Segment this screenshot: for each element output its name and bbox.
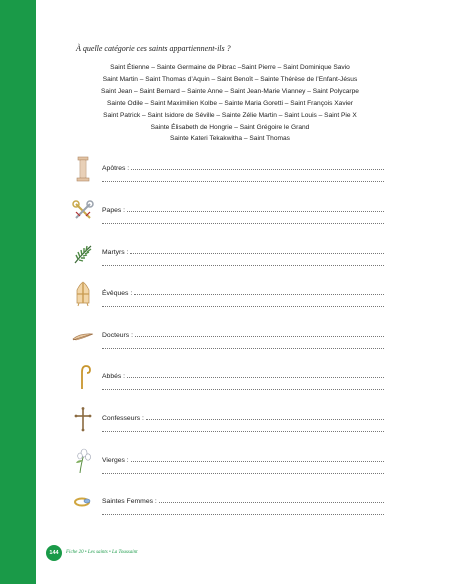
- lily-icon: [72, 448, 94, 474]
- answer-line[interactable]: [102, 514, 384, 515]
- answer-line[interactable]: [102, 473, 384, 474]
- footer-caption: Fiche 20 • Les saints • La Toussaint: [66, 550, 138, 555]
- answer-line[interactable]: [102, 181, 384, 182]
- answer-line[interactable]: [102, 431, 384, 432]
- category-saintes-femmes: [72, 491, 384, 521]
- answer-line[interactable]: [102, 265, 384, 266]
- saints-line: Saint Patrick – Saint Isidore de Séville – Sainte Zélie Martin – Saint Louis – Saint Pie X: [103, 111, 357, 119]
- saints-line: Sainte Élisabeth de Hongrie – Saint Grégoire le Grand: [150, 123, 310, 131]
- page-number-badge: 144: [46, 545, 62, 561]
- category-confesseurs: [72, 408, 384, 438]
- question-heading: À quelle catégorie ces saints appartiennent-ils ?: [76, 44, 231, 53]
- category-label: Vierges :: [102, 457, 129, 464]
- category-vierges: [72, 450, 384, 480]
- answer-line[interactable]: [146, 419, 384, 420]
- answer-line[interactable]: [102, 348, 384, 349]
- saints-list: [70, 62, 390, 145]
- answer-line[interactable]: [127, 377, 384, 378]
- category-docteurs: [72, 325, 384, 355]
- answer-line[interactable]: [102, 223, 384, 224]
- category-label: Abbés :: [102, 373, 126, 380]
- answer-line[interactable]: [159, 502, 384, 503]
- side-accent-bar: [0, 0, 36, 584]
- saints-line: Sainte Kateri Tekakwitha – Saint Thomas: [170, 135, 290, 143]
- saints-line: Saint Jean – Saint Bernard – Sainte Anne – Saint Jean-Marie Vianney – Saint Polycarpe: [101, 87, 359, 95]
- quill-icon: [72, 323, 94, 349]
- answer-line[interactable]: [131, 461, 384, 462]
- crossed-keys-icon: [72, 198, 94, 224]
- category-label: Saintes Femmes :: [102, 498, 157, 505]
- crosier-icon: [72, 364, 94, 390]
- answer-line[interactable]: [127, 211, 384, 212]
- category-eveques: [72, 283, 384, 313]
- answer-line[interactable]: [102, 306, 384, 307]
- mitre-icon: [72, 281, 94, 307]
- category-apotres: [72, 158, 384, 188]
- ring-icon: [72, 489, 94, 515]
- cross-icon: [72, 406, 94, 432]
- category-label: Confesseurs :: [102, 415, 144, 422]
- category-label: Évêques :: [102, 290, 133, 297]
- answer-line[interactable]: [102, 389, 384, 390]
- category-label: Docteurs :: [102, 332, 133, 339]
- answer-line[interactable]: [135, 336, 384, 337]
- category-abbes: [72, 366, 384, 396]
- saints-line: Saint Étienne – Sainte Germaine de Pibrac –Saint Pierre – Saint Dominique Savio: [110, 64, 350, 71]
- palm-icon: [72, 240, 94, 266]
- answer-line[interactable]: [134, 294, 384, 295]
- category-label: Apôtres :: [102, 165, 130, 172]
- category-martyrs: [72, 242, 384, 272]
- column-icon: [72, 156, 94, 182]
- category-papes: [72, 200, 384, 230]
- answer-line[interactable]: [130, 253, 384, 254]
- category-label: Papes :: [102, 207, 126, 214]
- saints-line: Saint Martin – Saint Thomas d’Aquin – Saint Benoît – Sainte Thérèse de l’Enfant-Jésus: [102, 75, 358, 83]
- answer-line[interactable]: [131, 169, 384, 170]
- category-label: Martyrs :: [102, 249, 129, 256]
- saints-line: Sainte Odile – Saint Maximilien Kolbe – Sainte Maria Goretti – Saint François Xavier: [107, 99, 353, 107]
